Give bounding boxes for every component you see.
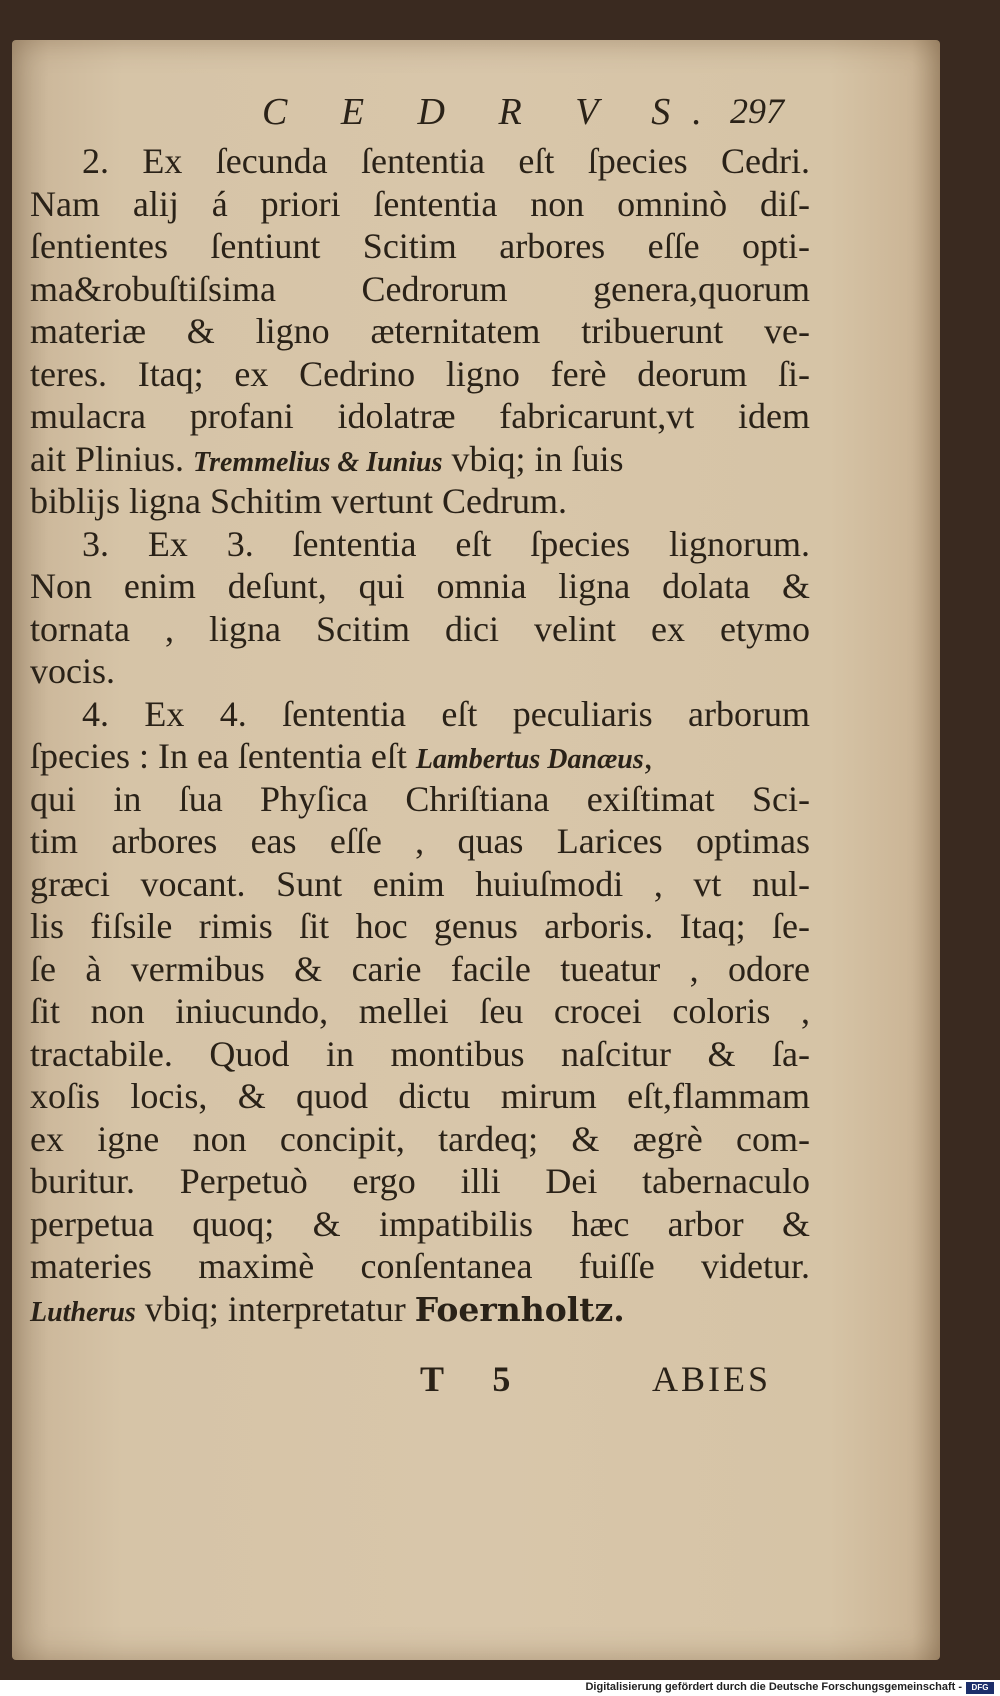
text-line: tractabile. Quod in montibus naſcitur & ſa- bbox=[30, 1033, 810, 1074]
text-line: 4. Ex 4. ſententia eſt peculiaris arborum bbox=[82, 693, 810, 734]
page-number: 297 bbox=[730, 91, 784, 131]
footer-credit: Digitalisierung gefördert durch die Deutsche Forschungsgemeinschaft - bbox=[585, 1681, 962, 1693]
text-line: ma&robuſtiſsima Cedrorum genera,quorum bbox=[30, 268, 810, 309]
text-line: ſe à vermibus & carie facile tueatur , odore bbox=[30, 948, 810, 989]
text-line: Non enim deſunt, qui omnia ligna dolata & bbox=[30, 566, 810, 606]
running-head-title: C E D R V S. bbox=[262, 91, 724, 133]
text-line: 2. Ex ſecunda ſententia eſt ſpecies Cedri. bbox=[82, 141, 810, 181]
text-line: materiæ & ligno æternitatem tribuerunt ve- bbox=[30, 311, 810, 351]
text-line: perpetua quoq; & impatibilis hæc arbor & bbox=[30, 1203, 810, 1244]
catchword: ABIES bbox=[652, 1359, 772, 1399]
text-line bbox=[30, 438, 810, 481]
text-line: ſentientes ſentiunt Scitim arbores eſſe opti- bbox=[30, 226, 810, 266]
digitization-footer bbox=[0, 1680, 1000, 1696]
text-line: vocis. bbox=[30, 651, 115, 691]
text-line: buritur. Perpetuò ergo illi Dei tabernaculo bbox=[30, 1161, 810, 1201]
dfg-logo-icon: DFG bbox=[966, 1682, 994, 1694]
author-name: Tremmelius & Iunius bbox=[193, 446, 443, 478]
text-line: xoſis locis, & quod dictu mirum eſt,flammam bbox=[30, 1076, 810, 1116]
catchline bbox=[12, 1358, 940, 1408]
author-name: Lambertus Danæus bbox=[415, 744, 644, 775]
text-line: græci vocant. Sunt enim huiuſmodi , vt nul- bbox=[30, 863, 810, 904]
text-line: biblijs ligna Schitim vertunt Cedrum. bbox=[30, 481, 567, 521]
text-line: lis fiſsile rimis ſit hoc genus arboris. Itaq; ſe- bbox=[30, 906, 810, 946]
text-line: 3. Ex 3. ſententia eſt ſpecies lignorum. bbox=[82, 523, 810, 564]
text-line: tim arbores eas eſſe , quas Larices optimas bbox=[30, 821, 810, 861]
book-page bbox=[12, 40, 940, 1660]
text-fragment: vbiq; in ſuis bbox=[442, 438, 624, 479]
body-text bbox=[30, 140, 810, 1330]
text-line: tornata , ligna Scitim dici velint ex etymo bbox=[30, 608, 810, 649]
text-line: qui in ſua Phyſica Chriſtiana exiſtimat Sci- bbox=[30, 778, 810, 819]
text-line: teres. Itaq; ex Cedrino ligno ferè deorum ſi- bbox=[30, 353, 810, 394]
text-line: ex igne non concipit, tardeq; & ægrè com- bbox=[30, 1118, 810, 1159]
text-fragment: ait Plinius. bbox=[30, 438, 185, 479]
text-line bbox=[30, 1288, 810, 1331]
text-fragment: ſpecies : In ea ſententia eſt bbox=[30, 736, 407, 776]
signature-mark: T 5 bbox=[420, 1359, 531, 1399]
text-fragment: vbiq; interpretatur bbox=[135, 1288, 415, 1329]
text-fragment: , bbox=[643, 736, 653, 776]
text-line bbox=[30, 735, 810, 778]
author-name: Lutherus bbox=[30, 1296, 136, 1328]
text-line: materies maximè conſentanea fuiſſe videtur. bbox=[30, 1246, 810, 1286]
text-line: Nam alij á priori ſententia non omninò diſ- bbox=[30, 183, 810, 224]
text-line: mulacra profani idolatræ fabricarunt,vt idem bbox=[30, 396, 810, 436]
german-word: Foernholtz. bbox=[414, 1289, 625, 1329]
text-line: ſit non iniucundo, mellei ſeu crocei coloris , bbox=[30, 991, 810, 1031]
